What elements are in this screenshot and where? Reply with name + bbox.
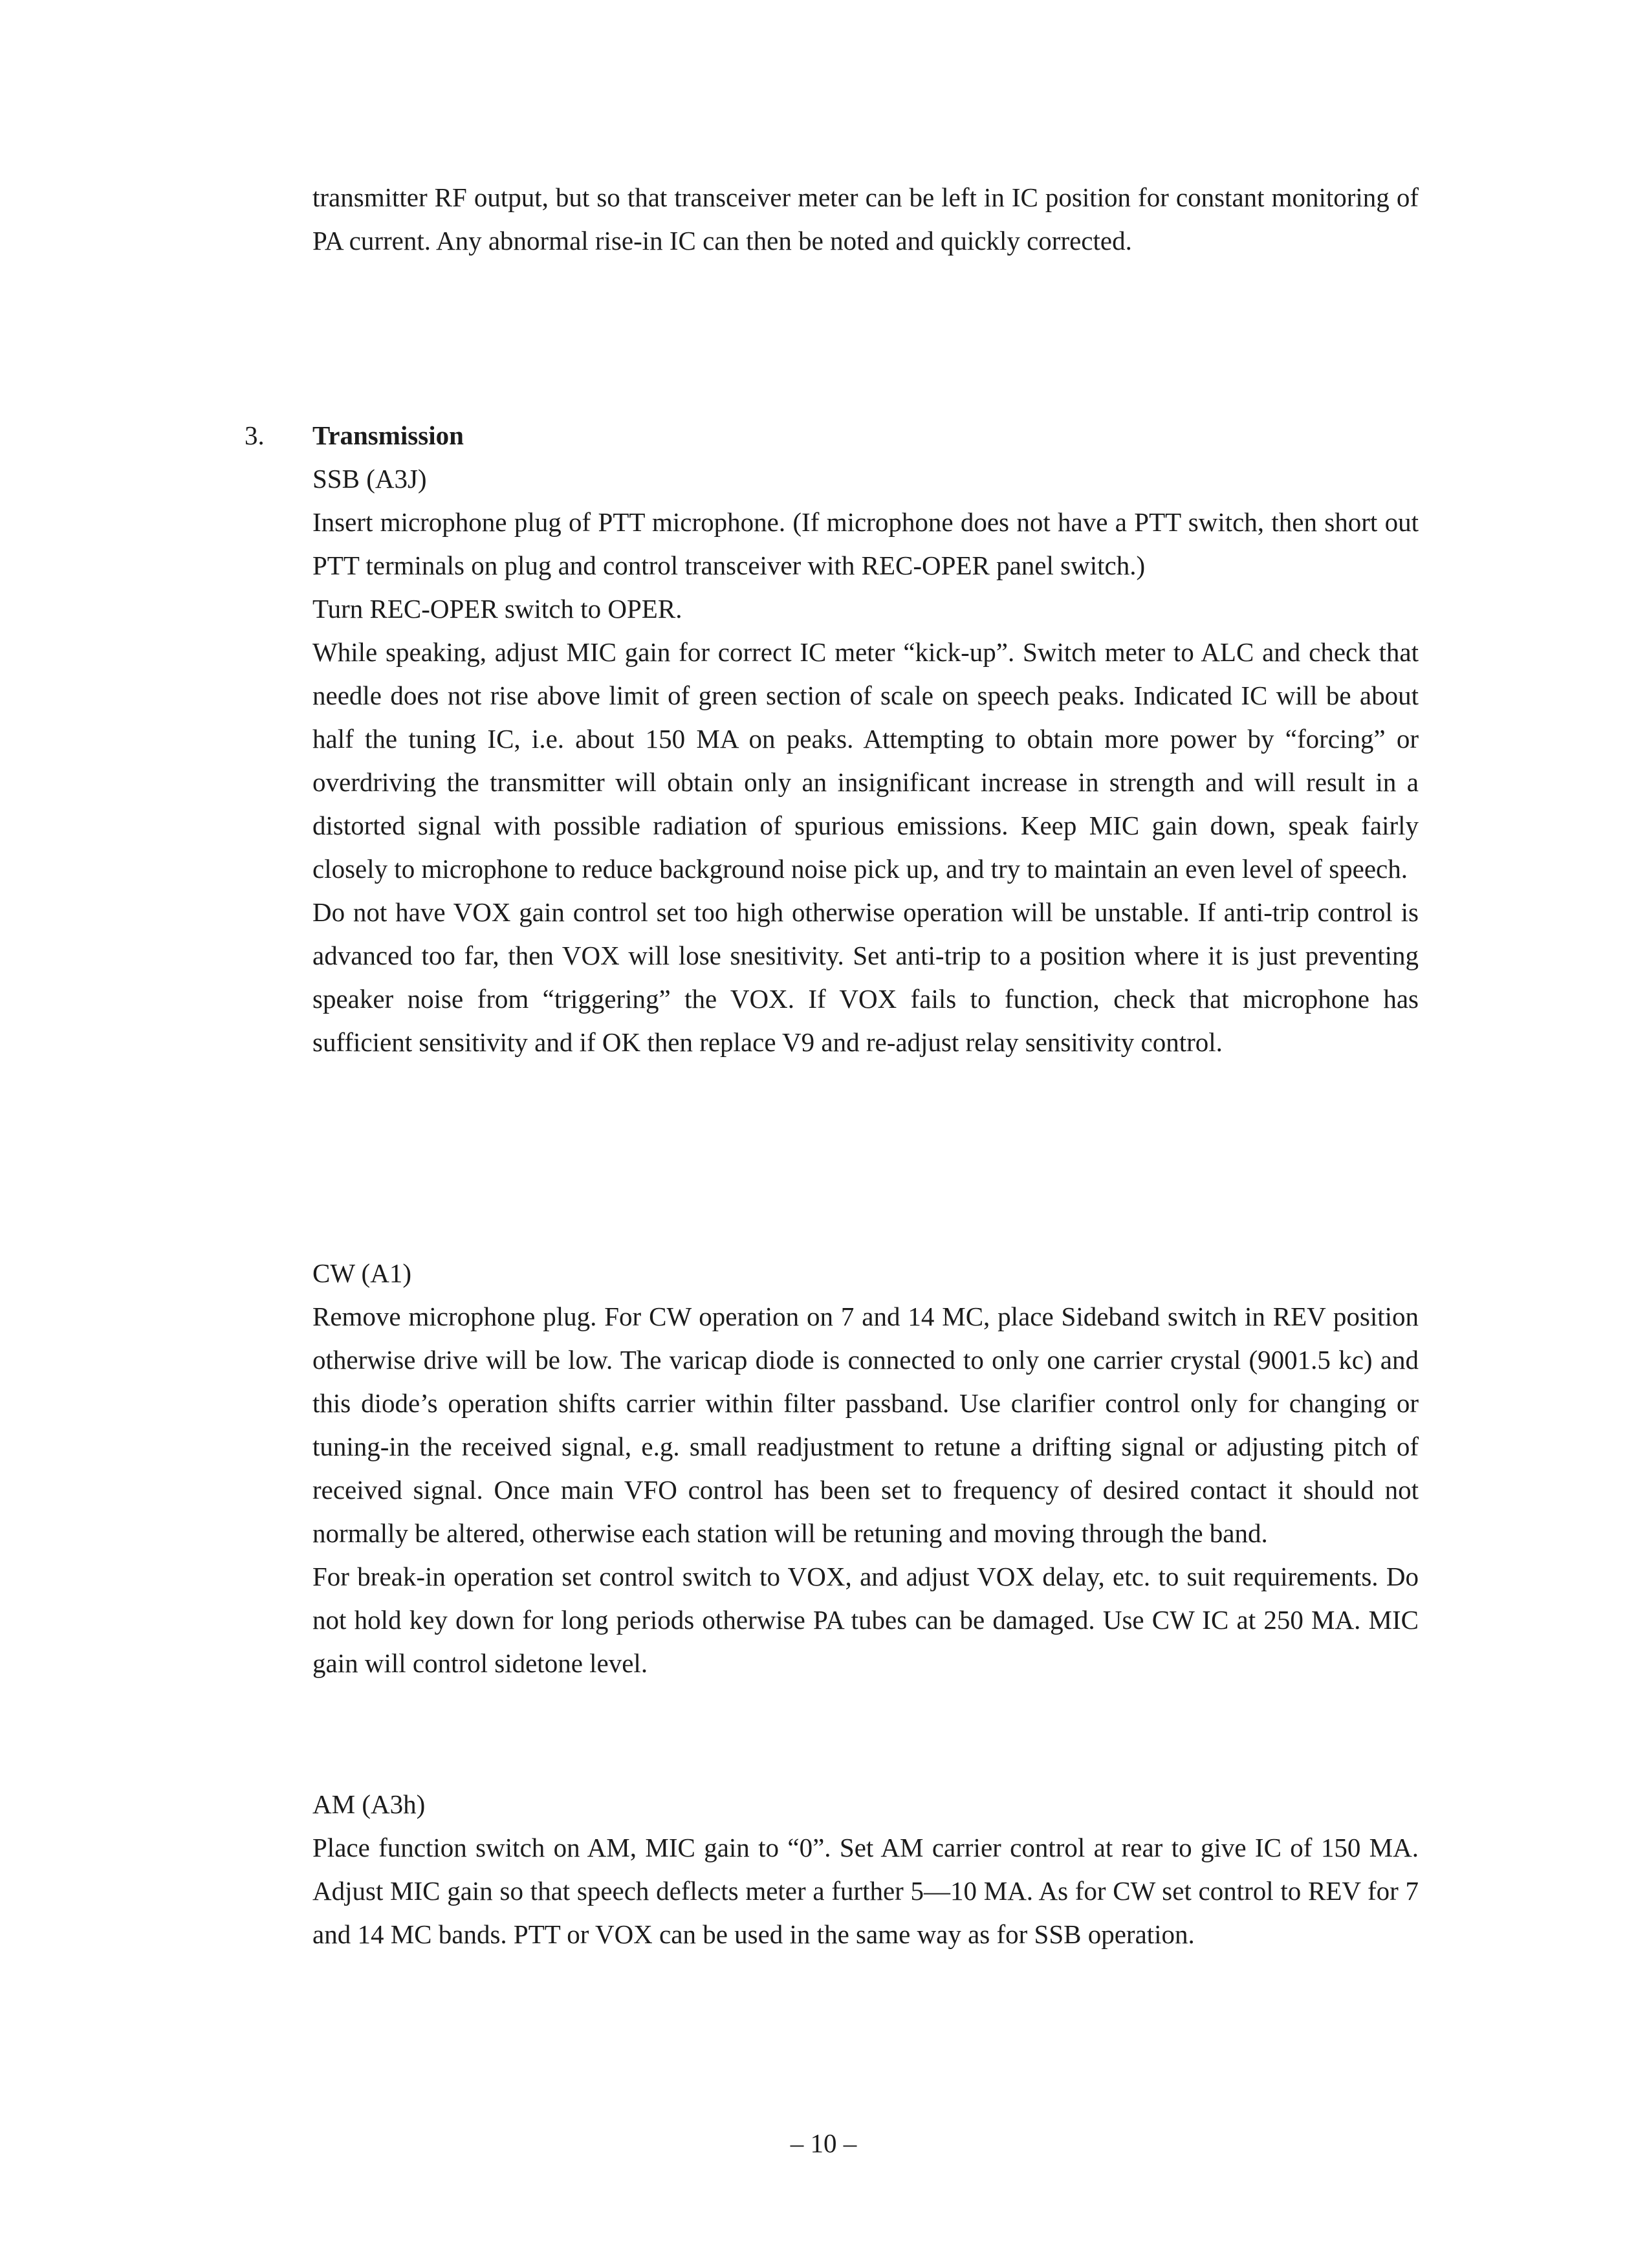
intro-text: transmitter RF output, but so that transceiver meter can be left in IC position for constant monitoring of PA current. Any abnormal rise-in IC can then be noted and quickly corrected. bbox=[312, 182, 1419, 256]
page-number: – 10 – bbox=[790, 2128, 857, 2158]
ssb-paragraph: Turn REC-OPER switch to OPER. bbox=[312, 594, 682, 624]
ssb-paragraph: Insert microphone plug of PTT microphone. (If microphone does not have a PTT switch, then short out PTT terminals on plug and control transceiver with REC-OPER panel switch.) bbox=[312, 507, 1419, 580]
cw-section bbox=[312, 1252, 1419, 1685]
section-title: Transmission bbox=[312, 420, 464, 450]
ssb-section bbox=[312, 457, 1419, 1064]
ssb-paragraph: While speaking, adjust MIC gain for correct IC meter “kick-up”. Switch meter to ALC and check that needle does not rise above limit of green section of scale on speech peaks. Indicated IC will be about half the tuning IC, i.e. about 150 MA on peaks. Attempting to obtain more power by “forcing” or overdriving the transmitter will obtain only an insignificant increase in strength and will result in a distorted signal with possible radiation of spurious emissions. Keep MIC gain down, speak fairly closely to microphone to reduce background noise pick up, and try to maintain an even level of speech. bbox=[312, 637, 1419, 884]
cw-heading: CW (A1) bbox=[312, 1258, 411, 1288]
am-paragraph: Place function switch on AM, MIC gain to “0”. Set AM carrier control at rear to give IC of 150 MA. Adjust MIC gain so that speech deflects meter a further 5—10 MA. As for CW set control to REV for 7 and 14 MC bands. PTT or VOX can be used in the same way as for SSB operation. bbox=[312, 1833, 1419, 1949]
cw-paragraph: Remove microphone plug. For CW operation on 7 and 14 MC, place Sideband switch in REV position otherwise drive will be low. The varicap diode is connected to only one carrier crystal (9001.5 kc) and this diode’s operation shifts carrier within filter passband. Use clarifier control only for changing or tuning-in the received signal, e.g. small readjustment to retune a drifting signal or adjusting pitch of received signal. Once main VFO control has been set to frequency of desired contact it should not normally be altered, otherwise each station will be retuning and moving through the band. bbox=[312, 1302, 1419, 1548]
ssb-heading: SSB (A3J) bbox=[312, 464, 427, 494]
ssb-paragraph: Do not have VOX gain control set too high otherwise operation will be unstable. If anti-trip control is advanced too far, then VOX will lose snesitivity. Set anti-trip to a position where it is just preventing speaker noise from “triggering” the VOX. If VOX fails to function, check that microphone has sufficient sensitivity and if OK then replace V9 and re-adjust relay sensitivity control. bbox=[312, 897, 1419, 1057]
intro-paragraph bbox=[312, 176, 1419, 263]
am-section bbox=[312, 1783, 1419, 1956]
section-number: 3. bbox=[245, 420, 265, 450]
cw-paragraph: For break-in operation set control switch to VOX, and adjust VOX delay, etc. to suit requirements. Do not hold key down for long periods otherwise PA tubes can be damaged. Use CW IC at 250 MA. MIC gain will control sidetone level. bbox=[312, 1562, 1419, 1678]
am-heading: AM (A3h) bbox=[312, 1789, 426, 1819]
